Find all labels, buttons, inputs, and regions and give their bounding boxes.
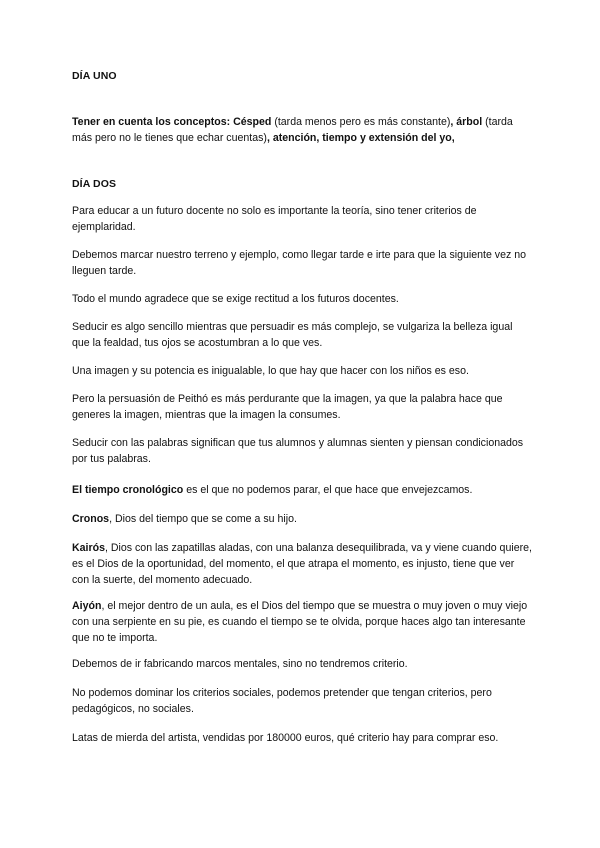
paragraph-aiyon — [72, 598, 532, 646]
text: (tarda menos pero es más constante) — [271, 116, 451, 128]
text: , Dios del tiempo que se come a su hijo. — [109, 513, 297, 525]
paragraph: Seducir con las palabras significan que tus alumnos y alumnas sienten y piensan condicionados por tus palabras. — [72, 437, 524, 465]
paragraph: Pero la persuasión de Peithó es más perdurante que la imagen, ya que la palabra hace que generes la imagen, mientras que la imagen la consumes. — [72, 393, 503, 421]
heading-dia-dos: DÍA DOS — [72, 178, 117, 190]
paragraph-conceptos — [72, 114, 532, 146]
paragraph-kairos — [72, 540, 532, 588]
text: es el que no podemos parar, el que hace que envejezcamos. — [183, 484, 473, 496]
bold-text: Kairós — [72, 542, 105, 554]
paragraph: Seducir es algo sencillo mientras que persuadir es más complejo, se vulgariza la belleza igual que la fealdad, tus ojos se acostumbran a lo que ves. — [72, 321, 513, 349]
text: , el mejor dentro de un aula, es el Dios del tiempo que se muestra o muy joven o muy viejo con una serpiente en su pie, es cuando el tiempo se te olvida, porque haces algo tan interesante que no te importa. — [72, 600, 528, 644]
paragraph: Una imagen y su potencia es inigualable, lo que hay que hacer con los niños es eso. — [72, 365, 469, 377]
bold-text: Cronos — [72, 513, 110, 525]
bold-text: Tener en cuenta los conceptos: Césped — [72, 116, 272, 128]
paragraph: Debemos de ir fabricando marcos mentales, sino no tendremos criterio. — [72, 658, 408, 670]
paragraph-cronos — [72, 511, 532, 527]
bold-text: El tiempo cronológico — [72, 484, 184, 496]
bold-text: , árbol — [450, 116, 483, 128]
bold-text: Aiyón — [72, 600, 102, 612]
heading-dia-uno: DÍA UNO — [72, 70, 117, 82]
paragraph-tiempo-cronologico — [72, 482, 532, 498]
paragraph: Para educar a un futuro docente no solo es importante la teoría, sino tener criterios de ejemplaridad. — [72, 205, 477, 233]
text: (tarda más pero no le tienes que echar cuentas) — [72, 116, 513, 144]
paragraph: No podemos dominar los criterios sociales, podemos pretender que tengan criterios, pero pedagógicos, no sociales. — [72, 687, 492, 715]
paragraph: Latas de mierda del artista, vendidas por 180000 euros, qué criterio hay para comprar eso. — [72, 732, 499, 744]
bold-text: , atención, tiempo y extensión del yo, — [266, 132, 455, 144]
text: , Dios con las zapatillas aladas, con una balanza desequilibrada, va y viene cuando quiere, es el Dios de la oportunidad, del momento, el que atrapa el momento, es injusto, tiene que ver con la suerte, del momento adecuado. — [72, 542, 532, 586]
paragraph: Debemos marcar nuestro terreno y ejemplo, como llegar tarde e irte para que la siguiente vez no lleguen tarde. — [72, 249, 527, 277]
paragraph: Todo el mundo agradece que se exige rectitud a los futuros docentes. — [72, 293, 399, 305]
